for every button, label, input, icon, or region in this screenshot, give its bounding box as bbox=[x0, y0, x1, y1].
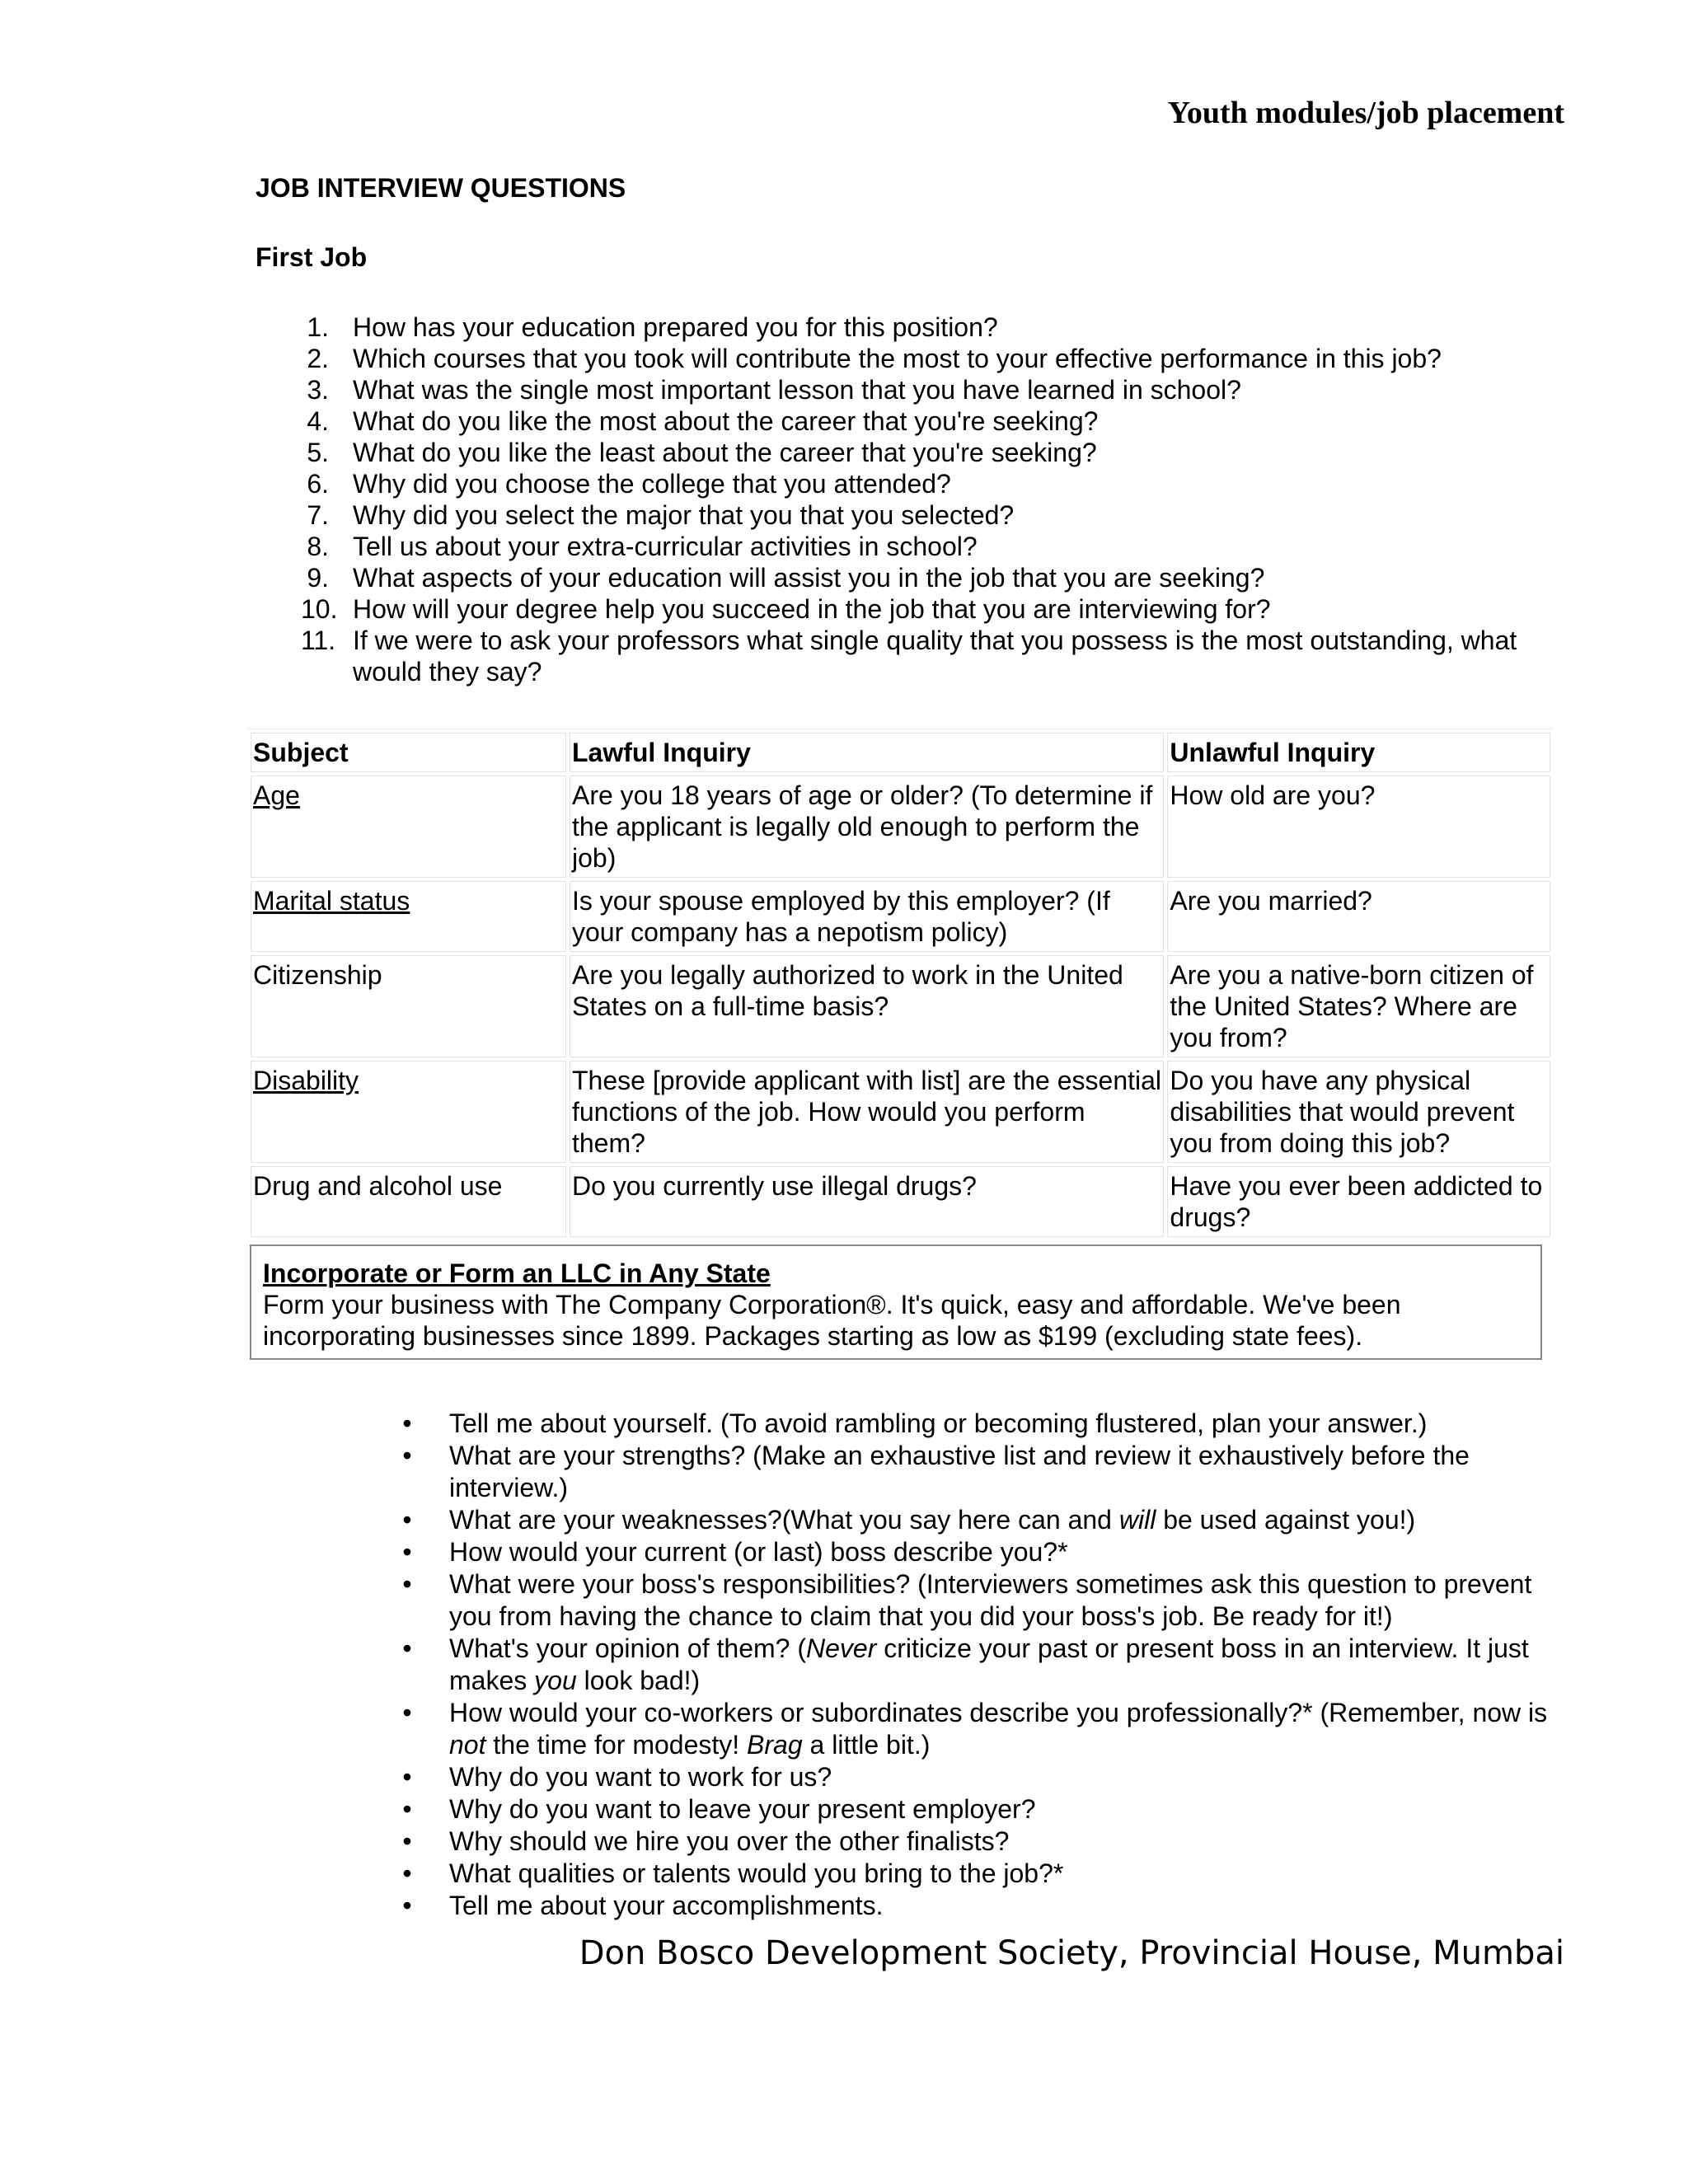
document-title: JOB INTERVIEW QUESTIONS bbox=[256, 173, 626, 203]
column-header-unlawful: Unlawful Inquiry bbox=[1167, 733, 1550, 772]
table-row bbox=[251, 881, 1550, 952]
list-item bbox=[301, 531, 1570, 562]
emphasis-text: you bbox=[534, 1666, 577, 1695]
table-row bbox=[251, 955, 1550, 1057]
table-cell-subject: Citizenship bbox=[251, 955, 566, 1057]
table-row bbox=[251, 1061, 1550, 1163]
list-item-text: If we were to ask your professors what single quality that you possess is the most outstanding, what would they say? bbox=[353, 626, 1517, 687]
list-item-number: 11. bbox=[301, 626, 336, 655]
list-item-text: Why did you select the major that you that you selected? bbox=[353, 500, 1015, 530]
list-item bbox=[402, 1858, 1570, 1890]
column-header-lawful: Lawful Inquiry bbox=[570, 733, 1164, 772]
list-item-number: 1. bbox=[307, 312, 329, 342]
table-row bbox=[251, 1166, 1550, 1237]
list-item bbox=[402, 1536, 1570, 1568]
emphasis-text: Brag bbox=[747, 1730, 803, 1760]
list-item bbox=[301, 499, 1570, 531]
list-item-text: Tell me about your accomplishments. bbox=[449, 1891, 884, 1920]
list-item-number: 3. bbox=[307, 375, 329, 405]
list-item-text: be used against you!) bbox=[1156, 1505, 1416, 1535]
list-item-number: 2. bbox=[307, 344, 329, 373]
bullet-icon: • bbox=[402, 1537, 412, 1567]
list-item-text: Which courses that you took will contribute the most to your effective performance in this job? bbox=[353, 344, 1442, 373]
subject-link-disability[interactable]: Disability bbox=[253, 1066, 359, 1095]
bullet-icon: • bbox=[402, 1505, 412, 1535]
section-heading-first-job: First Job bbox=[256, 242, 368, 272]
list-item-number: 5. bbox=[307, 438, 329, 467]
list-item bbox=[301, 625, 1570, 687]
list-item bbox=[301, 405, 1570, 437]
first-job-question-list bbox=[301, 312, 1570, 687]
list-item-text: How has your education prepared you for this position? bbox=[353, 312, 998, 342]
bullet-icon: • bbox=[402, 1858, 412, 1888]
list-item-text: What are your strengths? (Make an exhaustive list and review it exhaustively before the interview.) bbox=[449, 1441, 1470, 1502]
table-header-row bbox=[251, 733, 1550, 772]
general-question-list bbox=[402, 1408, 1570, 1922]
table-cell-lawful: Is your spouse employed by this employer? (If your company has a nepotism policy) bbox=[570, 881, 1164, 952]
table-cell-subject bbox=[251, 881, 566, 952]
list-item bbox=[402, 1793, 1570, 1825]
bullet-icon: • bbox=[402, 1441, 412, 1470]
bullet-icon: • bbox=[402, 1698, 412, 1727]
list-item-number: 7. bbox=[307, 500, 329, 530]
table-cell-subject bbox=[251, 1061, 566, 1163]
inquiry-table bbox=[247, 729, 1554, 1240]
list-item-text: How would your current (or last) boss describe you?* bbox=[449, 1537, 1068, 1567]
table-cell-unlawful: Are you married? bbox=[1167, 881, 1550, 952]
list-item bbox=[402, 1504, 1570, 1536]
list-item-number: 4. bbox=[307, 406, 329, 436]
list-item-text: the time for modesty! bbox=[485, 1730, 748, 1760]
bullet-icon: • bbox=[402, 1826, 412, 1856]
list-item-number: 8. bbox=[307, 532, 329, 561]
footer-organization: Don Bosco Development Society, Provincial House, Mumbai bbox=[579, 1934, 1564, 1972]
list-item-text: a little bit.) bbox=[802, 1730, 931, 1760]
emphasis-text: will bbox=[1118, 1505, 1156, 1535]
list-item bbox=[402, 1633, 1570, 1697]
bullet-icon: • bbox=[402, 1633, 412, 1663]
column-header-subject: Subject bbox=[251, 733, 566, 772]
list-item-text: criticize your past or present boss in an interview. It just makes bbox=[449, 1633, 1529, 1695]
list-item-text: What are your weaknesses?(What you say here can and bbox=[449, 1505, 1119, 1535]
list-item bbox=[301, 437, 1570, 468]
table-cell-unlawful: How old are you? bbox=[1167, 776, 1550, 878]
list-item bbox=[402, 1568, 1570, 1633]
header-title: Youth modules/job placement bbox=[1167, 96, 1564, 130]
bullet-icon: • bbox=[402, 1891, 412, 1920]
ad-title-link[interactable]: Incorporate or Form an LLC in Any State bbox=[263, 1258, 771, 1288]
table-cell-unlawful: Are you a native-born citizen of the United States? Where are you from? bbox=[1167, 955, 1550, 1057]
bullet-icon: • bbox=[402, 1794, 412, 1824]
list-item-text: Tell us about your extra-curricular activities in school? bbox=[353, 532, 978, 561]
table-cell-lawful: Do you currently use illegal drugs? bbox=[570, 1166, 1164, 1237]
list-item-text: What was the single most important lesson that you have learned in school? bbox=[353, 375, 1241, 405]
table-cell-unlawful: Do you have any physical disabilities that would prevent you from doing this job? bbox=[1167, 1061, 1550, 1163]
list-item-text: What do you like the most about the career that you're seeking? bbox=[353, 406, 1099, 436]
list-item-text: What do you like the least about the career that you're seeking? bbox=[353, 438, 1097, 467]
list-item bbox=[301, 593, 1570, 625]
subject-link-age[interactable]: Age bbox=[253, 780, 300, 810]
list-item-text: What qualities or talents would you bring to the job?* bbox=[449, 1858, 1064, 1888]
ad-body: Form your business with The Company Corporation®. It's quick, easy and affordable. We've been incorporating businesses since 1899. Packages starting as low as $199 (excluding state fees). bbox=[263, 1290, 1401, 1351]
list-item-text: How would your co-workers or subordinates describe you professionally?* (Remember, now is bbox=[449, 1698, 1548, 1727]
list-item bbox=[402, 1825, 1570, 1858]
emphasis-text: not bbox=[449, 1730, 486, 1760]
bullet-icon: • bbox=[402, 1569, 412, 1599]
list-item-number: 6. bbox=[307, 469, 329, 499]
list-item-text: How will your degree help you succeed in the job that you are interviewing for? bbox=[353, 594, 1271, 624]
table-cell-subject: Drug and alcohol use bbox=[251, 1166, 566, 1237]
list-item-text: look bad!) bbox=[576, 1666, 701, 1695]
list-item-text: Why do you want to leave your present employer? bbox=[449, 1794, 1036, 1824]
list-item-text: Tell me about yourself. (To avoid rambling or becoming flustered, plan your answer.) bbox=[449, 1408, 1428, 1438]
list-item bbox=[402, 1408, 1570, 1440]
table-cell-lawful: Are you legally authorized to work in the United States on a full-time basis? bbox=[570, 955, 1164, 1057]
list-item bbox=[301, 562, 1570, 593]
ad-box bbox=[250, 1244, 1542, 1360]
subject-link-marital-status[interactable]: Marital status bbox=[253, 886, 410, 916]
list-item-number: 9. bbox=[307, 563, 329, 593]
list-item-text: Why should we hire you over the other finalists? bbox=[449, 1826, 1010, 1856]
bullet-icon: • bbox=[402, 1762, 412, 1792]
list-item bbox=[301, 343, 1570, 374]
list-item-text: What's your opinion of them? ( bbox=[449, 1633, 806, 1663]
table-cell-lawful: These [provide applicant with list] are the essential functions of the job. How would you perform them? bbox=[570, 1061, 1164, 1163]
emphasis-text: Never bbox=[805, 1633, 877, 1663]
list-item bbox=[402, 1697, 1570, 1761]
list-item-text: What were your boss's responsibilities? (Interviewers sometimes ask this question to prevent you from having the chance to claim that you did your boss's job. Be ready for it!) bbox=[449, 1569, 1532, 1631]
list-item-text: Why did you choose the college that you attended? bbox=[353, 469, 951, 499]
list-item bbox=[402, 1440, 1570, 1504]
list-item-text: What aspects of your education will assist you in the job that you are seeking? bbox=[353, 563, 1265, 593]
table-cell-subject bbox=[251, 776, 566, 878]
table-cell-unlawful: Have you ever been addicted to drugs? bbox=[1167, 1166, 1550, 1237]
bullet-icon: • bbox=[402, 1408, 412, 1438]
list-item-number: 10. bbox=[301, 594, 338, 624]
list-item bbox=[301, 468, 1570, 499]
list-item-text: Why do you want to work for us? bbox=[449, 1762, 832, 1792]
table-cell-lawful: Are you 18 years of age or older? (To determine if the applicant is legally old enough to perform the job) bbox=[570, 776, 1164, 878]
list-item bbox=[301, 312, 1570, 343]
list-item bbox=[402, 1761, 1570, 1793]
table-row bbox=[251, 776, 1550, 878]
list-item bbox=[301, 374, 1570, 405]
list-item bbox=[402, 1890, 1570, 1922]
